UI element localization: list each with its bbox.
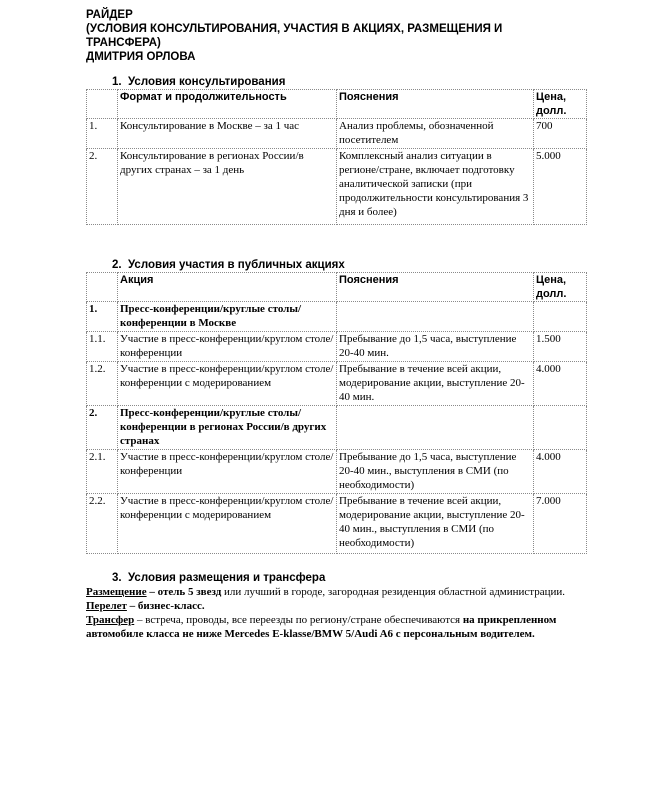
accommodation-paragraph: [86, 585, 586, 599]
row-action: Пресс-конференции/круглые столы/ конференции в Москве: [118, 302, 337, 332]
accommodation-label: Размещение: [86, 586, 147, 598]
row-price: 7.000: [534, 494, 587, 554]
row-note: Комплексный анализ ситуации в регионе/стране, включает подготовку аналитической записки (при продолжительности консультирования 3 дня и более): [337, 149, 534, 225]
header-number: [87, 273, 118, 302]
row-price: 5.000: [534, 149, 587, 225]
row-price: 4.000: [534, 362, 587, 406]
table-row: [87, 494, 587, 554]
table-row: [87, 406, 587, 450]
events-table: [86, 272, 587, 554]
table-row: [87, 450, 587, 494]
section-2-title-text: Условия участия в публичных акциях: [128, 259, 345, 271]
row-number: 1.: [87, 119, 118, 149]
header-notes: Пояснения: [337, 90, 534, 119]
row-note: Анализ проблемы, обозначенной посетителем: [337, 119, 534, 149]
flight-label: Перелет: [86, 600, 127, 612]
document-title: [86, 8, 586, 64]
title-line-4: ДМИТРИЯ ОРЛОВА: [86, 51, 196, 63]
row-note: [337, 302, 534, 332]
row-format: Консультирование в Москве – за 1 час: [118, 119, 337, 149]
section-3-title-text: Условия размещения и трансфера: [128, 572, 326, 584]
title-line-1: РАЙДЕР: [86, 9, 133, 21]
transfer-label: Трансфер: [86, 614, 135, 626]
transfer-car: на прикрепленном автомобиле класса не ниже Mercedes E-klasse/BMW 5/Audi A6 с персональным водителем.: [86, 614, 557, 640]
transfer-details: – встреча, проводы, все переезды по региону/стране обеспечиваются: [134, 614, 463, 626]
row-price: 1.500: [534, 332, 587, 362]
row-action: Участие в пресс-конференции/круглом столе/конференции с модерированием: [118, 362, 337, 406]
flight-paragraph: [86, 599, 586, 613]
table-row: [87, 362, 587, 406]
section-3-title: [86, 572, 586, 585]
flight-class: – бизнес-класс.: [126, 600, 205, 612]
header-price: Цена, долл.: [534, 90, 587, 119]
section-1-title: [86, 76, 586, 89]
row-note: Пребывание в течение всей акции, модерирование акции, выступление 20-40 мин.: [337, 362, 534, 406]
row-price: [534, 406, 587, 450]
row-price: 4.000: [534, 450, 587, 494]
header-price: Цена, долл.: [534, 273, 587, 302]
row-number: 1.2.: [87, 362, 118, 406]
row-note: Пребывание до 1,5 часа, выступление 20-40 мин., выступления в СМИ (по необходимости): [337, 450, 534, 494]
header-number: [87, 90, 118, 119]
row-note: Пребывание в течение всей акции, модерирование акции, выступление 20-40 мин., выступления в СМИ (по необходимости): [337, 494, 534, 554]
section-1-title-text: Условия консультирования: [128, 76, 286, 88]
row-number: 2.: [87, 149, 118, 225]
table-row: [87, 332, 587, 362]
row-action: Участие в пресс-конференции/круглом столе/конференции: [118, 450, 337, 494]
row-number: 2.1.: [87, 450, 118, 494]
table-row: [87, 302, 587, 332]
row-price: 700: [534, 119, 587, 149]
section-3-number: 3.: [112, 572, 122, 584]
events-table-header: [87, 273, 587, 302]
title-line-2: (УСЛОВИЯ КОНСУЛЬТИРОВАНИЯ, УЧАСТИЯ В АКЦИЯХ, РАЗМЕЩЕНИЯ И: [86, 23, 503, 35]
row-number: 1.: [87, 302, 118, 332]
accommodation-details: или лучший в городе, загородная резиденция областной администрации.: [221, 586, 566, 598]
table-row: [87, 119, 587, 149]
rider-document: [86, 8, 586, 641]
row-format: Консультирование в регионах России/в других странах – за 1 день: [118, 149, 337, 225]
transfer-paragraph: [86, 613, 586, 641]
row-note: [337, 406, 534, 450]
row-action: Пресс-конференции/круглые столы/ конференции в регионах России/в других странах: [118, 406, 337, 450]
table-row: [87, 149, 587, 225]
accommodation-hotel: – отель 5 звезд: [149, 586, 222, 598]
header-notes: Пояснения: [337, 273, 534, 302]
section-2-number: 2.: [112, 259, 122, 271]
consulting-table-header: [87, 90, 587, 119]
row-action: Участие в пресс-конференции/круглом столе/конференции с модерированием: [118, 494, 337, 554]
row-number: 2.: [87, 406, 118, 450]
section-2-title: [86, 259, 586, 272]
consulting-table: [86, 89, 587, 225]
row-action: Участие в пресс-конференции/круглом столе/конференции: [118, 332, 337, 362]
row-number: 2.2.: [87, 494, 118, 554]
header-format: Формат и продолжительность: [118, 90, 337, 119]
row-note: Пребывание до 1,5 часа, выступление 20-40 мин.: [337, 332, 534, 362]
title-line-3: ТРАНСФЕРА): [86, 37, 161, 49]
row-number: 1.1.: [87, 332, 118, 362]
section-1-number: 1.: [112, 76, 122, 88]
row-price: [534, 302, 587, 332]
header-action: Акция: [118, 273, 337, 302]
